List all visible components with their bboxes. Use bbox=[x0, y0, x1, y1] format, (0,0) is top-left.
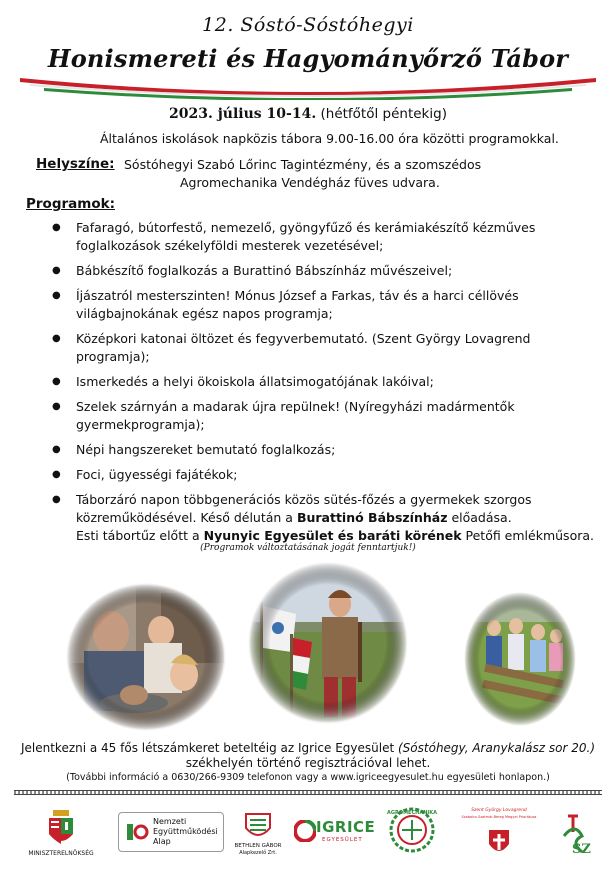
knights-name: Szent György Lovagrend bbox=[471, 808, 527, 813]
photo-pottery bbox=[66, 583, 226, 731]
nyunyic-association-name: Nyunyic Egyesület és baráti körének bbox=[203, 528, 462, 543]
event-dates bbox=[0, 106, 616, 122]
knights-logo bbox=[460, 808, 538, 864]
igrice-logo bbox=[294, 816, 376, 850]
program-line: ● Bábkészítő foglalkozás a Burattinó Bábszínház művészeivel; bbox=[76, 263, 453, 278]
program-line: ● Fafaragó, bútorfestő, nemezelő, gyöngyfűző és kerámiakészítő kézműves bbox=[76, 220, 536, 235]
puppet-theatre-name: Burattinó Bábszínház bbox=[296, 510, 448, 525]
knights-shield-icon bbox=[487, 828, 511, 858]
nea-line-2: Együttműködési bbox=[153, 827, 218, 836]
registration-line-1: Jelentkezni a 45 fős létszámkeret beteltéig az Igrice Egyesület (Sóstóhegy, Aranykalász sor 20.) bbox=[20, 741, 596, 755]
program-item bbox=[52, 219, 604, 255]
registration-line-2: székhelyén történő regisztrációval lehet. bbox=[185, 756, 431, 770]
event-title: Honismereti és Hagyományőrző Tábor bbox=[47, 44, 569, 73]
program-item bbox=[52, 466, 604, 484]
program-line: ● Népi hangszereket bemutató foglalkozás; bbox=[76, 442, 336, 457]
school-info: Általános iskolások napközis tábora 9.00-16.00 óra közötti programokkal. bbox=[100, 131, 559, 146]
bethlen-name: BETHLEN GÁBOR bbox=[234, 843, 282, 849]
flag-swoosh-decoration bbox=[20, 76, 596, 100]
program-line: ● Íjászatról mesterszinten! Mónus József a Farkas, táv és a harci céllövés bbox=[76, 288, 519, 303]
program-list bbox=[52, 219, 604, 552]
program-item bbox=[52, 330, 604, 366]
ministry-logo bbox=[28, 808, 94, 862]
nea-line-3: Alap bbox=[153, 837, 171, 846]
nea-line-1: Nemzeti bbox=[153, 817, 187, 826]
dates-rest: (hétfőtől péntekig) bbox=[316, 106, 447, 122]
closing-line-1: ● Táborzáró napon többgenerációs közös sütés-főzés a gyermekek szorgos bbox=[76, 492, 532, 507]
program-item bbox=[52, 441, 604, 459]
bethlen-shield-icon bbox=[243, 812, 273, 842]
agromechanika-logo bbox=[388, 806, 436, 854]
footer-divider bbox=[14, 790, 602, 795]
location-text bbox=[124, 156, 604, 192]
program-disclaimer: (Programok változtatásának jogát fenntartjuk!) bbox=[200, 543, 416, 553]
location-label: Helyszíne: bbox=[36, 156, 115, 172]
program-item bbox=[52, 287, 604, 323]
programs-title: Programok: bbox=[26, 196, 115, 212]
knights-subname: Szabolcs-Szatmár-Bereg Megyei Priorátusa bbox=[461, 815, 537, 819]
event-subtitle: 12. Sóstó-Sóstóhegyi bbox=[202, 14, 414, 36]
program-line: ● Szelek szárnyán a madarak újra repülnek! (Nyíregyházi madármentők bbox=[76, 399, 515, 414]
igrice-subname: EGYESÜLET bbox=[322, 837, 363, 843]
nea-icon bbox=[125, 820, 149, 844]
photo-children-games bbox=[464, 592, 576, 726]
program-line: ● Ismerkedés a helyi ökoiskola állatsimogatójának lakóival; bbox=[76, 374, 434, 389]
program-line: világbajnokának egész napos programja; bbox=[76, 306, 333, 321]
bethlen-subname: Alapkezelő Zrt. bbox=[239, 850, 277, 856]
sz-letters: SZ bbox=[572, 842, 591, 857]
ministry-name: MINISZTERELNÖKSÉG bbox=[28, 850, 94, 857]
program-line: ● Foci, ügyességi fajátékok; bbox=[76, 467, 238, 482]
program-line: ● Középkori katonai öltözet és fegyverbemutató. (Szent György Lovagrend bbox=[76, 331, 531, 346]
program-item-closing bbox=[52, 491, 604, 545]
bethlen-logo bbox=[236, 812, 280, 862]
sz-monogram-logo bbox=[560, 812, 590, 862]
igrice-name: IGRICE bbox=[316, 818, 376, 836]
location-line-2: Agromechanika Vendégház füves udvara. bbox=[180, 175, 440, 190]
closing-line-3: Esti tábortűz előtt a Nyunyic Egyesület és baráti körének Petőfi emlékműsora. bbox=[76, 528, 594, 543]
program-line: programja); bbox=[76, 349, 150, 364]
photo-costumed-man bbox=[248, 562, 408, 724]
location-line-1: Sóstóhegyi Szabó Lőrinc Tagintézmény, és a szomszédos bbox=[124, 157, 482, 172]
program-line: gyermekprogramja); bbox=[76, 417, 205, 432]
agromechanika-name: AGROMECHANIKA bbox=[387, 810, 437, 816]
hungarian-coat-of-arms-icon bbox=[34, 808, 88, 850]
closing-line-2: közreműködésével. Késő délután a Burattinó Bábszínház előadása. bbox=[76, 510, 512, 525]
program-item bbox=[52, 398, 604, 434]
nea-logo bbox=[118, 812, 224, 852]
registration-info: (További információ a 0630/266-9309 telefonon vagy a www.igriceegyesulet.hu egyesületi honlapon.) bbox=[66, 772, 550, 783]
dates-bold: 2023. július 10-14. bbox=[169, 106, 317, 122]
program-item bbox=[52, 262, 604, 280]
registration-address: (Sóstóhegy, Aranykalász sor 20.) bbox=[398, 741, 596, 755]
igrice-icon bbox=[294, 820, 316, 842]
sponsor-logos bbox=[0, 806, 616, 870]
program-item bbox=[52, 373, 604, 391]
program-line: foglalkozások székelyföldi mesterek vezetésével; bbox=[76, 238, 384, 253]
